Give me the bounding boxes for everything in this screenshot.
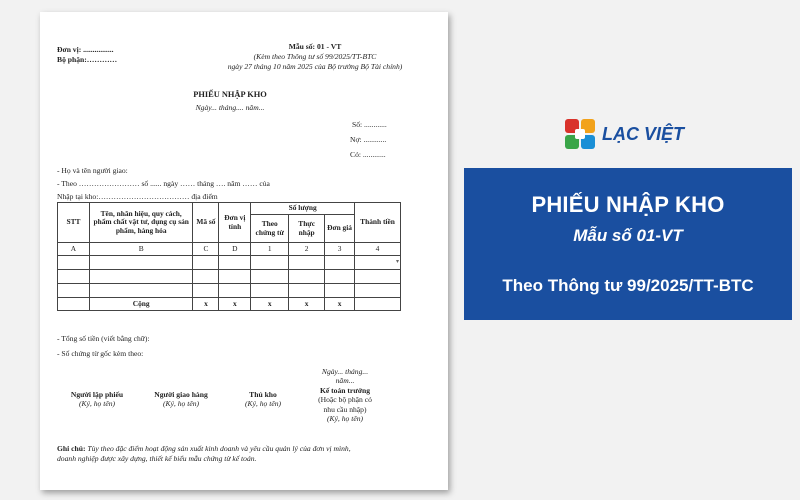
ghi-chu-line2: doanh nghiệp được xây dựng, thiết kế biểu mẫu chứng từ kế toán.	[57, 454, 257, 463]
total-row	[58, 298, 401, 311]
so-field: Số: ............	[352, 120, 387, 129]
title-panel	[464, 168, 792, 320]
sig-ke-toan-truong	[302, 367, 388, 424]
x-cell: x	[325, 298, 355, 311]
table-row	[58, 256, 401, 270]
code-cell: A	[58, 243, 90, 256]
sig-sub: (Ký, họ tên)	[244, 399, 282, 409]
code-cell: 3	[325, 243, 355, 256]
mau-so: Mẫu số: 01 - VT	[288, 42, 342, 51]
no-field: Nợ: ............	[350, 135, 387, 144]
sig-sub: (Hoặc bộ phận có	[318, 395, 372, 405]
doc-title: PHIẾU NHẬP KHO	[193, 90, 267, 99]
code-cell: D	[219, 243, 251, 256]
code-cell: C	[193, 243, 219, 256]
co-field: Có: ............	[350, 150, 386, 159]
sig-sub: nhu cầu nhập)	[323, 404, 367, 414]
col-ten: Tên, nhãn hiệu, quy cách, phẩm chất vật tư, dụng cụ sản phẩm, hàng hóa	[89, 203, 193, 243]
table-row	[58, 284, 401, 298]
nhap-tai-kho: Nhập tại kho:……………………………… địa điểm	[57, 192, 218, 201]
sig-sub: (Ký, họ tên)	[78, 399, 116, 409]
code-cell: B	[89, 243, 193, 256]
sig-date: năm...	[335, 376, 355, 386]
x-cell: x	[219, 298, 251, 311]
tong-so-tien: - Tổng số tiền (viết bằng chữ):	[57, 334, 150, 343]
x-cell: x	[289, 298, 325, 311]
dropdown-caret-icon: ▾	[355, 256, 401, 270]
panel-title: PHIẾU NHẬP KHO	[531, 192, 725, 217]
code-cell: 4	[355, 243, 401, 256]
lac-viet-logo	[564, 118, 685, 152]
date-line: Ngày... tháng.... năm...	[195, 103, 265, 112]
sig-date: Ngày... tháng...	[321, 367, 369, 376]
table-row	[58, 270, 401, 284]
code-cell: 1	[251, 243, 289, 256]
col-theo-chung-tu: Theo chứng từ	[251, 215, 289, 243]
logo-mark-icon	[564, 118, 596, 150]
col-thuc-nhap: Thực nhập	[289, 215, 325, 243]
bo-phan: Bộ phận:…………	[57, 55, 118, 64]
code-cell: 2	[289, 243, 325, 256]
ngay-ban-hanh: ngày 27 tháng 10 năm 2025 của Bộ trưởng Bộ Tài chính)	[227, 62, 403, 71]
col-stt: STT	[58, 203, 90, 243]
logo-text: LẠC VIỆT	[602, 124, 685, 144]
ghi-chu-text: Tùy theo đặc điểm hoạt động sản xuất kinh doanh và yêu cầu quản lý của đơn vị mình,	[85, 444, 351, 453]
so-chung-tu-goc: - Số chứng từ gốc kèm theo:	[57, 349, 144, 358]
panel-circular: Theo Thông tư 99/2025/TT-BTC	[502, 276, 754, 295]
theo-line: - Theo …………………… số ...... ngày …… tháng …. năm …… của	[57, 179, 270, 188]
sig-nguoi-giao-hang	[142, 390, 220, 409]
panel-subtitle: Mẫu số 01-VT	[573, 226, 683, 245]
document-page	[40, 12, 448, 490]
code-row	[58, 243, 401, 256]
ho-ten-nguoi-giao: - Họ và tên người giao:	[57, 166, 128, 175]
sig-title: Người lập phiếu	[70, 390, 124, 399]
sig-sub: (Ký, họ tên)	[326, 414, 364, 424]
col-don-gia: Đơn giá	[325, 215, 355, 243]
sig-title: Người giao hàng	[154, 390, 208, 399]
cong-label: Cộng	[89, 298, 193, 311]
sig-thu-kho	[230, 390, 296, 409]
kem-theo: (Kèm theo Thông tư số 99/2025/TT-BTC	[253, 52, 377, 61]
ghi-chu	[57, 444, 351, 453]
ghi-chu-label: Ghi chú:	[57, 444, 86, 453]
sig-title: Thủ kho	[249, 390, 277, 399]
x-cell: x	[251, 298, 289, 311]
col-thanh-tien: Thành tiền	[355, 203, 401, 243]
x-cell: x	[193, 298, 219, 311]
goods-table	[57, 202, 401, 311]
col-ma-so: Mã số	[193, 203, 219, 243]
sig-sub: (Ký, họ tên)	[162, 399, 200, 409]
col-don-vi-tinh: Đơn vị tính	[219, 203, 251, 243]
col-so-luong: Số lượng	[251, 203, 355, 215]
don-vi: Đơn vị: ................	[57, 45, 114, 54]
sig-nguoi-lap-phieu	[62, 390, 132, 409]
sig-title: Kế toán trưởng	[319, 385, 371, 395]
